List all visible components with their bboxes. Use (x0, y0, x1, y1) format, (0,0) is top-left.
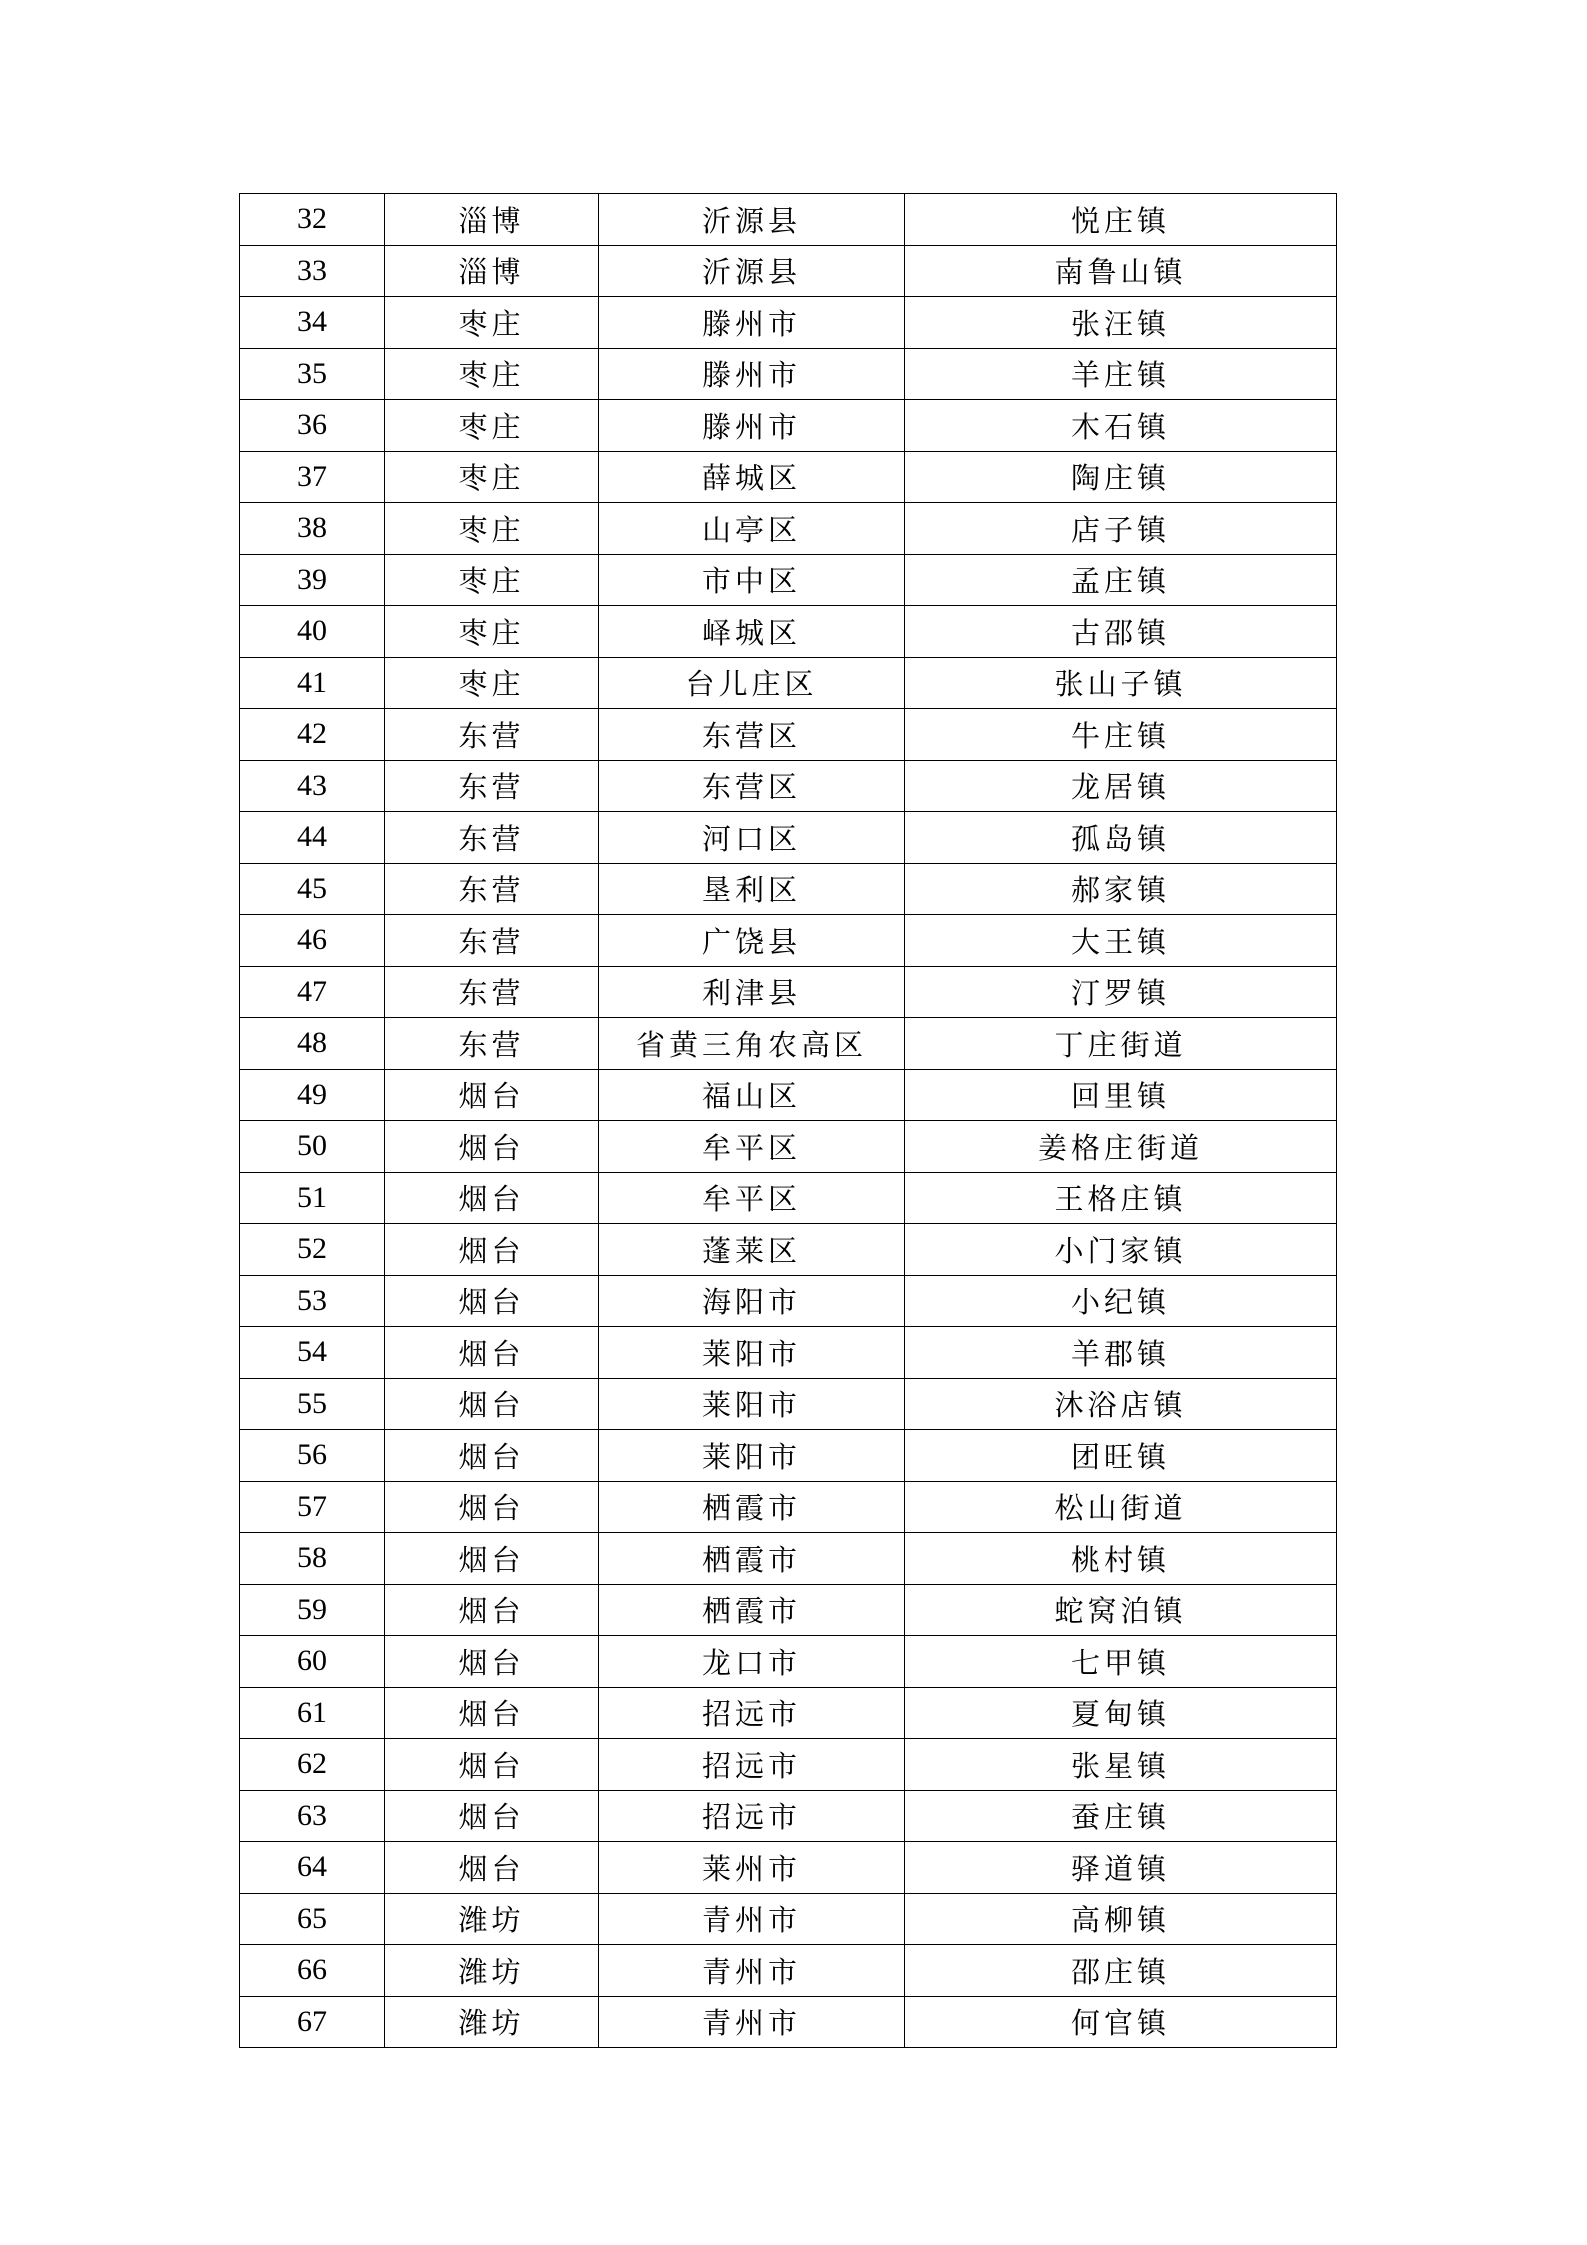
county-cell: 山亭区 (599, 503, 905, 555)
county-cell: 青州市 (599, 1893, 905, 1945)
row-number-cell: 63 (240, 1790, 385, 1842)
county-cell: 薛城区 (599, 451, 905, 503)
city-cell: 烟台 (385, 1121, 599, 1173)
row-number-cell: 36 (240, 400, 385, 452)
city-cell: 烟台 (385, 1584, 599, 1636)
town-cell: 蛇窝泊镇 (905, 1584, 1337, 1636)
county-cell: 省黄三角农高区 (599, 1018, 905, 1070)
city-cell: 烟台 (385, 1172, 599, 1224)
table-row (240, 1687, 1337, 1739)
county-cell: 莱阳市 (599, 1327, 905, 1379)
table-row (240, 1327, 1337, 1379)
row-number-cell: 43 (240, 760, 385, 812)
county-cell: 青州市 (599, 1996, 905, 2048)
table-row (240, 1945, 1337, 1997)
table-row (240, 657, 1337, 709)
row-number-cell: 40 (240, 606, 385, 658)
row-number-cell: 66 (240, 1945, 385, 1997)
county-cell: 沂源县 (599, 245, 905, 297)
county-cell: 福山区 (599, 1069, 905, 1121)
table-row (240, 1996, 1337, 2048)
town-cell: 夏甸镇 (905, 1687, 1337, 1739)
town-cell: 松山街道 (905, 1481, 1337, 1533)
town-cell: 龙居镇 (905, 760, 1337, 812)
row-number-cell: 60 (240, 1636, 385, 1688)
table-row (240, 503, 1337, 555)
city-cell: 枣庄 (385, 606, 599, 658)
city-cell: 东营 (385, 915, 599, 967)
city-cell: 潍坊 (385, 1893, 599, 1945)
row-number-cell: 56 (240, 1430, 385, 1482)
county-cell: 滕州市 (599, 297, 905, 349)
city-cell: 烟台 (385, 1739, 599, 1791)
table-row (240, 1481, 1337, 1533)
town-list-table (239, 193, 1337, 2048)
county-cell: 市中区 (599, 554, 905, 606)
county-cell: 海阳市 (599, 1275, 905, 1327)
county-cell: 栖霞市 (599, 1533, 905, 1585)
table-row (240, 348, 1337, 400)
table-row (240, 966, 1337, 1018)
county-cell: 东营区 (599, 760, 905, 812)
table-row (240, 1069, 1337, 1121)
town-cell: 张汪镇 (905, 297, 1337, 349)
city-cell: 枣庄 (385, 400, 599, 452)
county-cell: 滕州市 (599, 400, 905, 452)
county-cell: 蓬莱区 (599, 1224, 905, 1276)
row-number-cell: 35 (240, 348, 385, 400)
row-number-cell: 52 (240, 1224, 385, 1276)
county-cell: 招远市 (599, 1739, 905, 1791)
county-cell: 栖霞市 (599, 1584, 905, 1636)
town-cell: 王格庄镇 (905, 1172, 1337, 1224)
county-cell: 牟平区 (599, 1121, 905, 1173)
table-row (240, 1790, 1337, 1842)
town-cell: 孟庄镇 (905, 554, 1337, 606)
table-row (240, 760, 1337, 812)
town-cell: 悦庄镇 (905, 194, 1337, 246)
city-cell: 东营 (385, 709, 599, 761)
row-number-cell: 38 (240, 503, 385, 555)
city-cell: 枣庄 (385, 348, 599, 400)
row-number-cell: 62 (240, 1739, 385, 1791)
town-cell: 姜格庄街道 (905, 1121, 1337, 1173)
city-cell: 烟台 (385, 1533, 599, 1585)
row-number-cell: 33 (240, 245, 385, 297)
city-cell: 烟台 (385, 1327, 599, 1379)
table-row (240, 1636, 1337, 1688)
row-number-cell: 48 (240, 1018, 385, 1070)
row-number-cell: 39 (240, 554, 385, 606)
row-number-cell: 45 (240, 863, 385, 915)
town-cell: 团旺镇 (905, 1430, 1337, 1482)
town-cell: 高柳镇 (905, 1893, 1337, 1945)
row-number-cell: 49 (240, 1069, 385, 1121)
table-row (240, 554, 1337, 606)
city-cell: 烟台 (385, 1842, 599, 1894)
table-row (240, 812, 1337, 864)
town-cell: 沐浴店镇 (905, 1378, 1337, 1430)
table-row (240, 1842, 1337, 1894)
row-number-cell: 65 (240, 1893, 385, 1945)
row-number-cell: 58 (240, 1533, 385, 1585)
town-cell: 何官镇 (905, 1996, 1337, 2048)
city-cell: 东营 (385, 812, 599, 864)
town-cell: 木石镇 (905, 400, 1337, 452)
county-cell: 峄城区 (599, 606, 905, 658)
county-cell: 莱阳市 (599, 1430, 905, 1482)
county-cell: 栖霞市 (599, 1481, 905, 1533)
town-cell: 大王镇 (905, 915, 1337, 967)
row-number-cell: 37 (240, 451, 385, 503)
table-row (240, 1584, 1337, 1636)
row-number-cell: 46 (240, 915, 385, 967)
city-cell: 潍坊 (385, 1996, 599, 2048)
table-row (240, 194, 1337, 246)
city-cell: 枣庄 (385, 554, 599, 606)
row-number-cell: 61 (240, 1687, 385, 1739)
town-cell: 南鲁山镇 (905, 245, 1337, 297)
city-cell: 东营 (385, 760, 599, 812)
table-row (240, 863, 1337, 915)
town-cell: 孤岛镇 (905, 812, 1337, 864)
row-number-cell: 57 (240, 1481, 385, 1533)
table-row (240, 451, 1337, 503)
town-cell: 回里镇 (905, 1069, 1337, 1121)
city-cell: 潍坊 (385, 1945, 599, 1997)
table-row (240, 1430, 1337, 1482)
table-row (240, 1275, 1337, 1327)
city-cell: 烟台 (385, 1481, 599, 1533)
county-cell: 河口区 (599, 812, 905, 864)
town-cell: 张星镇 (905, 1739, 1337, 1791)
table-row (240, 297, 1337, 349)
city-cell: 烟台 (385, 1069, 599, 1121)
town-cell: 丁庄街道 (905, 1018, 1337, 1070)
county-cell: 龙口市 (599, 1636, 905, 1688)
town-cell: 七甲镇 (905, 1636, 1337, 1688)
table-row (240, 1121, 1337, 1173)
town-cell: 小门家镇 (905, 1224, 1337, 1276)
city-cell: 淄博 (385, 245, 599, 297)
city-cell: 烟台 (385, 1636, 599, 1688)
county-cell: 青州市 (599, 1945, 905, 1997)
county-cell: 台儿庄区 (599, 657, 905, 709)
county-cell: 招远市 (599, 1687, 905, 1739)
county-cell: 垦利区 (599, 863, 905, 915)
row-number-cell: 53 (240, 1275, 385, 1327)
county-cell: 牟平区 (599, 1172, 905, 1224)
table-row (240, 245, 1337, 297)
town-cell: 羊庄镇 (905, 348, 1337, 400)
row-number-cell: 34 (240, 297, 385, 349)
town-cell: 张山子镇 (905, 657, 1337, 709)
town-cell: 陶庄镇 (905, 451, 1337, 503)
county-cell: 利津县 (599, 966, 905, 1018)
row-number-cell: 47 (240, 966, 385, 1018)
row-number-cell: 41 (240, 657, 385, 709)
city-cell: 枣庄 (385, 297, 599, 349)
row-number-cell: 50 (240, 1121, 385, 1173)
row-number-cell: 67 (240, 1996, 385, 2048)
table-row (240, 1533, 1337, 1585)
town-cell: 驿道镇 (905, 1842, 1337, 1894)
county-cell: 招远市 (599, 1790, 905, 1842)
city-cell: 枣庄 (385, 657, 599, 709)
city-cell: 烟台 (385, 1378, 599, 1430)
city-cell: 烟台 (385, 1224, 599, 1276)
table-row (240, 1172, 1337, 1224)
table-row (240, 1893, 1337, 1945)
county-cell: 莱州市 (599, 1842, 905, 1894)
table-row (240, 1739, 1337, 1791)
table-row (240, 606, 1337, 658)
row-number-cell: 64 (240, 1842, 385, 1894)
table-row (240, 1378, 1337, 1430)
row-number-cell: 42 (240, 709, 385, 761)
county-cell: 莱阳市 (599, 1378, 905, 1430)
city-cell: 烟台 (385, 1790, 599, 1842)
town-cell: 牛庄镇 (905, 709, 1337, 761)
row-number-cell: 44 (240, 812, 385, 864)
table-row (240, 709, 1337, 761)
county-cell: 沂源县 (599, 194, 905, 246)
town-cell: 羊郡镇 (905, 1327, 1337, 1379)
table-row (240, 915, 1337, 967)
town-cell: 古邵镇 (905, 606, 1337, 658)
town-cell: 小纪镇 (905, 1275, 1337, 1327)
town-cell: 郝家镇 (905, 863, 1337, 915)
table-row (240, 1018, 1337, 1070)
city-cell: 枣庄 (385, 503, 599, 555)
row-number-cell: 59 (240, 1584, 385, 1636)
town-cell: 蚕庄镇 (905, 1790, 1337, 1842)
county-cell: 滕州市 (599, 348, 905, 400)
table-body (240, 194, 1337, 2048)
town-cell: 邵庄镇 (905, 1945, 1337, 1997)
city-cell: 东营 (385, 1018, 599, 1070)
county-cell: 广饶县 (599, 915, 905, 967)
table-row (240, 1224, 1337, 1276)
city-cell: 东营 (385, 966, 599, 1018)
city-cell: 枣庄 (385, 451, 599, 503)
town-cell: 汀罗镇 (905, 966, 1337, 1018)
town-cell: 店子镇 (905, 503, 1337, 555)
city-cell: 淄博 (385, 194, 599, 246)
row-number-cell: 54 (240, 1327, 385, 1379)
city-cell: 东营 (385, 863, 599, 915)
row-number-cell: 51 (240, 1172, 385, 1224)
city-cell: 烟台 (385, 1275, 599, 1327)
row-number-cell: 55 (240, 1378, 385, 1430)
row-number-cell: 32 (240, 194, 385, 246)
county-cell: 东营区 (599, 709, 905, 761)
town-cell: 桃村镇 (905, 1533, 1337, 1585)
city-cell: 烟台 (385, 1430, 599, 1482)
city-cell: 烟台 (385, 1687, 599, 1739)
table-row (240, 400, 1337, 452)
